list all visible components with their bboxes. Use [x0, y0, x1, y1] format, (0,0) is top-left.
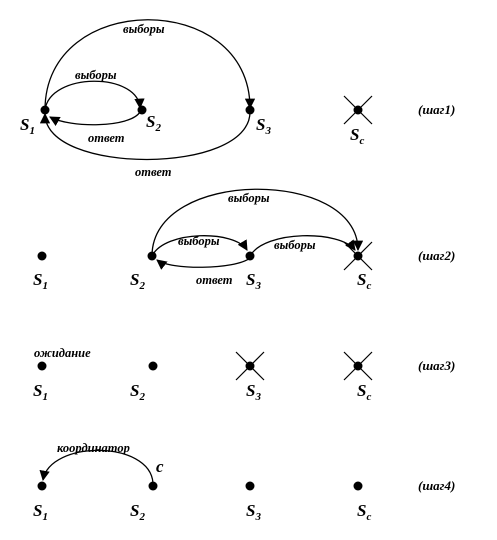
step2-elections-label-outer: выборы — [228, 191, 270, 205]
step3-label-s2: $S_2$ — [130, 381, 145, 403]
step1-answer-label-inner: ответ — [88, 131, 125, 145]
step3-node-s3-crashed — [236, 352, 264, 380]
step1-node-sc-crashed — [344, 96, 372, 124]
step4-edge-s2-s1-coordinator — [43, 450, 153, 483]
step4-label-sc: $S_c$ — [357, 501, 372, 523]
step4-label-s2: $S_2$ — [130, 501, 145, 523]
step2-label-s2: $S_2$ — [130, 270, 145, 292]
step2-answer-label: ответ — [196, 273, 233, 287]
step3-node-s1 — [38, 362, 47, 371]
step1 — [20, 20, 455, 179]
step2-tag: (шаг2) — [418, 248, 456, 263]
step4-node-s1 — [38, 482, 47, 491]
step2-node-s2 — [148, 252, 157, 261]
step1-elections-label-outer: выборы — [123, 22, 165, 36]
step3-waiting-label: ожидание — [34, 346, 91, 360]
step3-node-sc-crashed — [344, 352, 372, 380]
step1-label-sc: $S_c$ — [350, 125, 365, 147]
step3-label-sc: $S_c$ — [357, 381, 372, 403]
step4-node-s2 — [149, 482, 158, 491]
step2-label-s3: $S_3$ — [246, 270, 261, 292]
step3-tag: (шаг3) — [418, 358, 456, 373]
step2-node-s1 — [38, 252, 47, 261]
step4-node-sc — [354, 482, 363, 491]
step1-edge-s1-s2-elections — [45, 81, 140, 110]
step1-edge-s2-s1-answer — [50, 112, 140, 125]
step4-coordinator-label: координатор — [57, 441, 130, 455]
step2-edge-s3-s2-answer — [157, 258, 250, 267]
step4 — [33, 441, 455, 523]
step4-label-s3: $S_3$ — [246, 501, 261, 523]
step1-label-s2: $S_2$ — [146, 112, 161, 134]
step1-answer-label-outer: ответ — [135, 165, 172, 179]
step3 — [33, 346, 455, 403]
step4-node-s3 — [246, 482, 255, 491]
step2 — [33, 189, 455, 292]
step2-label-sc: $S_c$ — [357, 270, 372, 292]
step4-tag: (шаг4) — [418, 478, 456, 493]
step3-label-s1: $S_1$ — [33, 381, 48, 403]
step1-tag: (шаг1) — [418, 102, 456, 117]
step1-node-s1 — [41, 106, 50, 115]
step3-label-s3: $S_3$ — [246, 381, 261, 403]
step4-coordinator-mark: c — [156, 457, 164, 476]
step4-label-s1: $S_1$ — [33, 501, 48, 523]
step2-elections-label-right: выборы — [274, 238, 316, 252]
step2-label-s1: $S_1$ — [33, 270, 48, 292]
step1-label-s3: $S_3$ — [256, 115, 271, 137]
step1-label-s1: $S_1$ — [20, 115, 35, 137]
step1-node-s3 — [246, 106, 255, 115]
step2-elections-label-left: выборы — [178, 234, 220, 248]
step1-elections-label-inner: выборы — [75, 68, 117, 82]
step2-node-s3 — [246, 252, 255, 261]
step3-node-s2 — [149, 362, 158, 371]
